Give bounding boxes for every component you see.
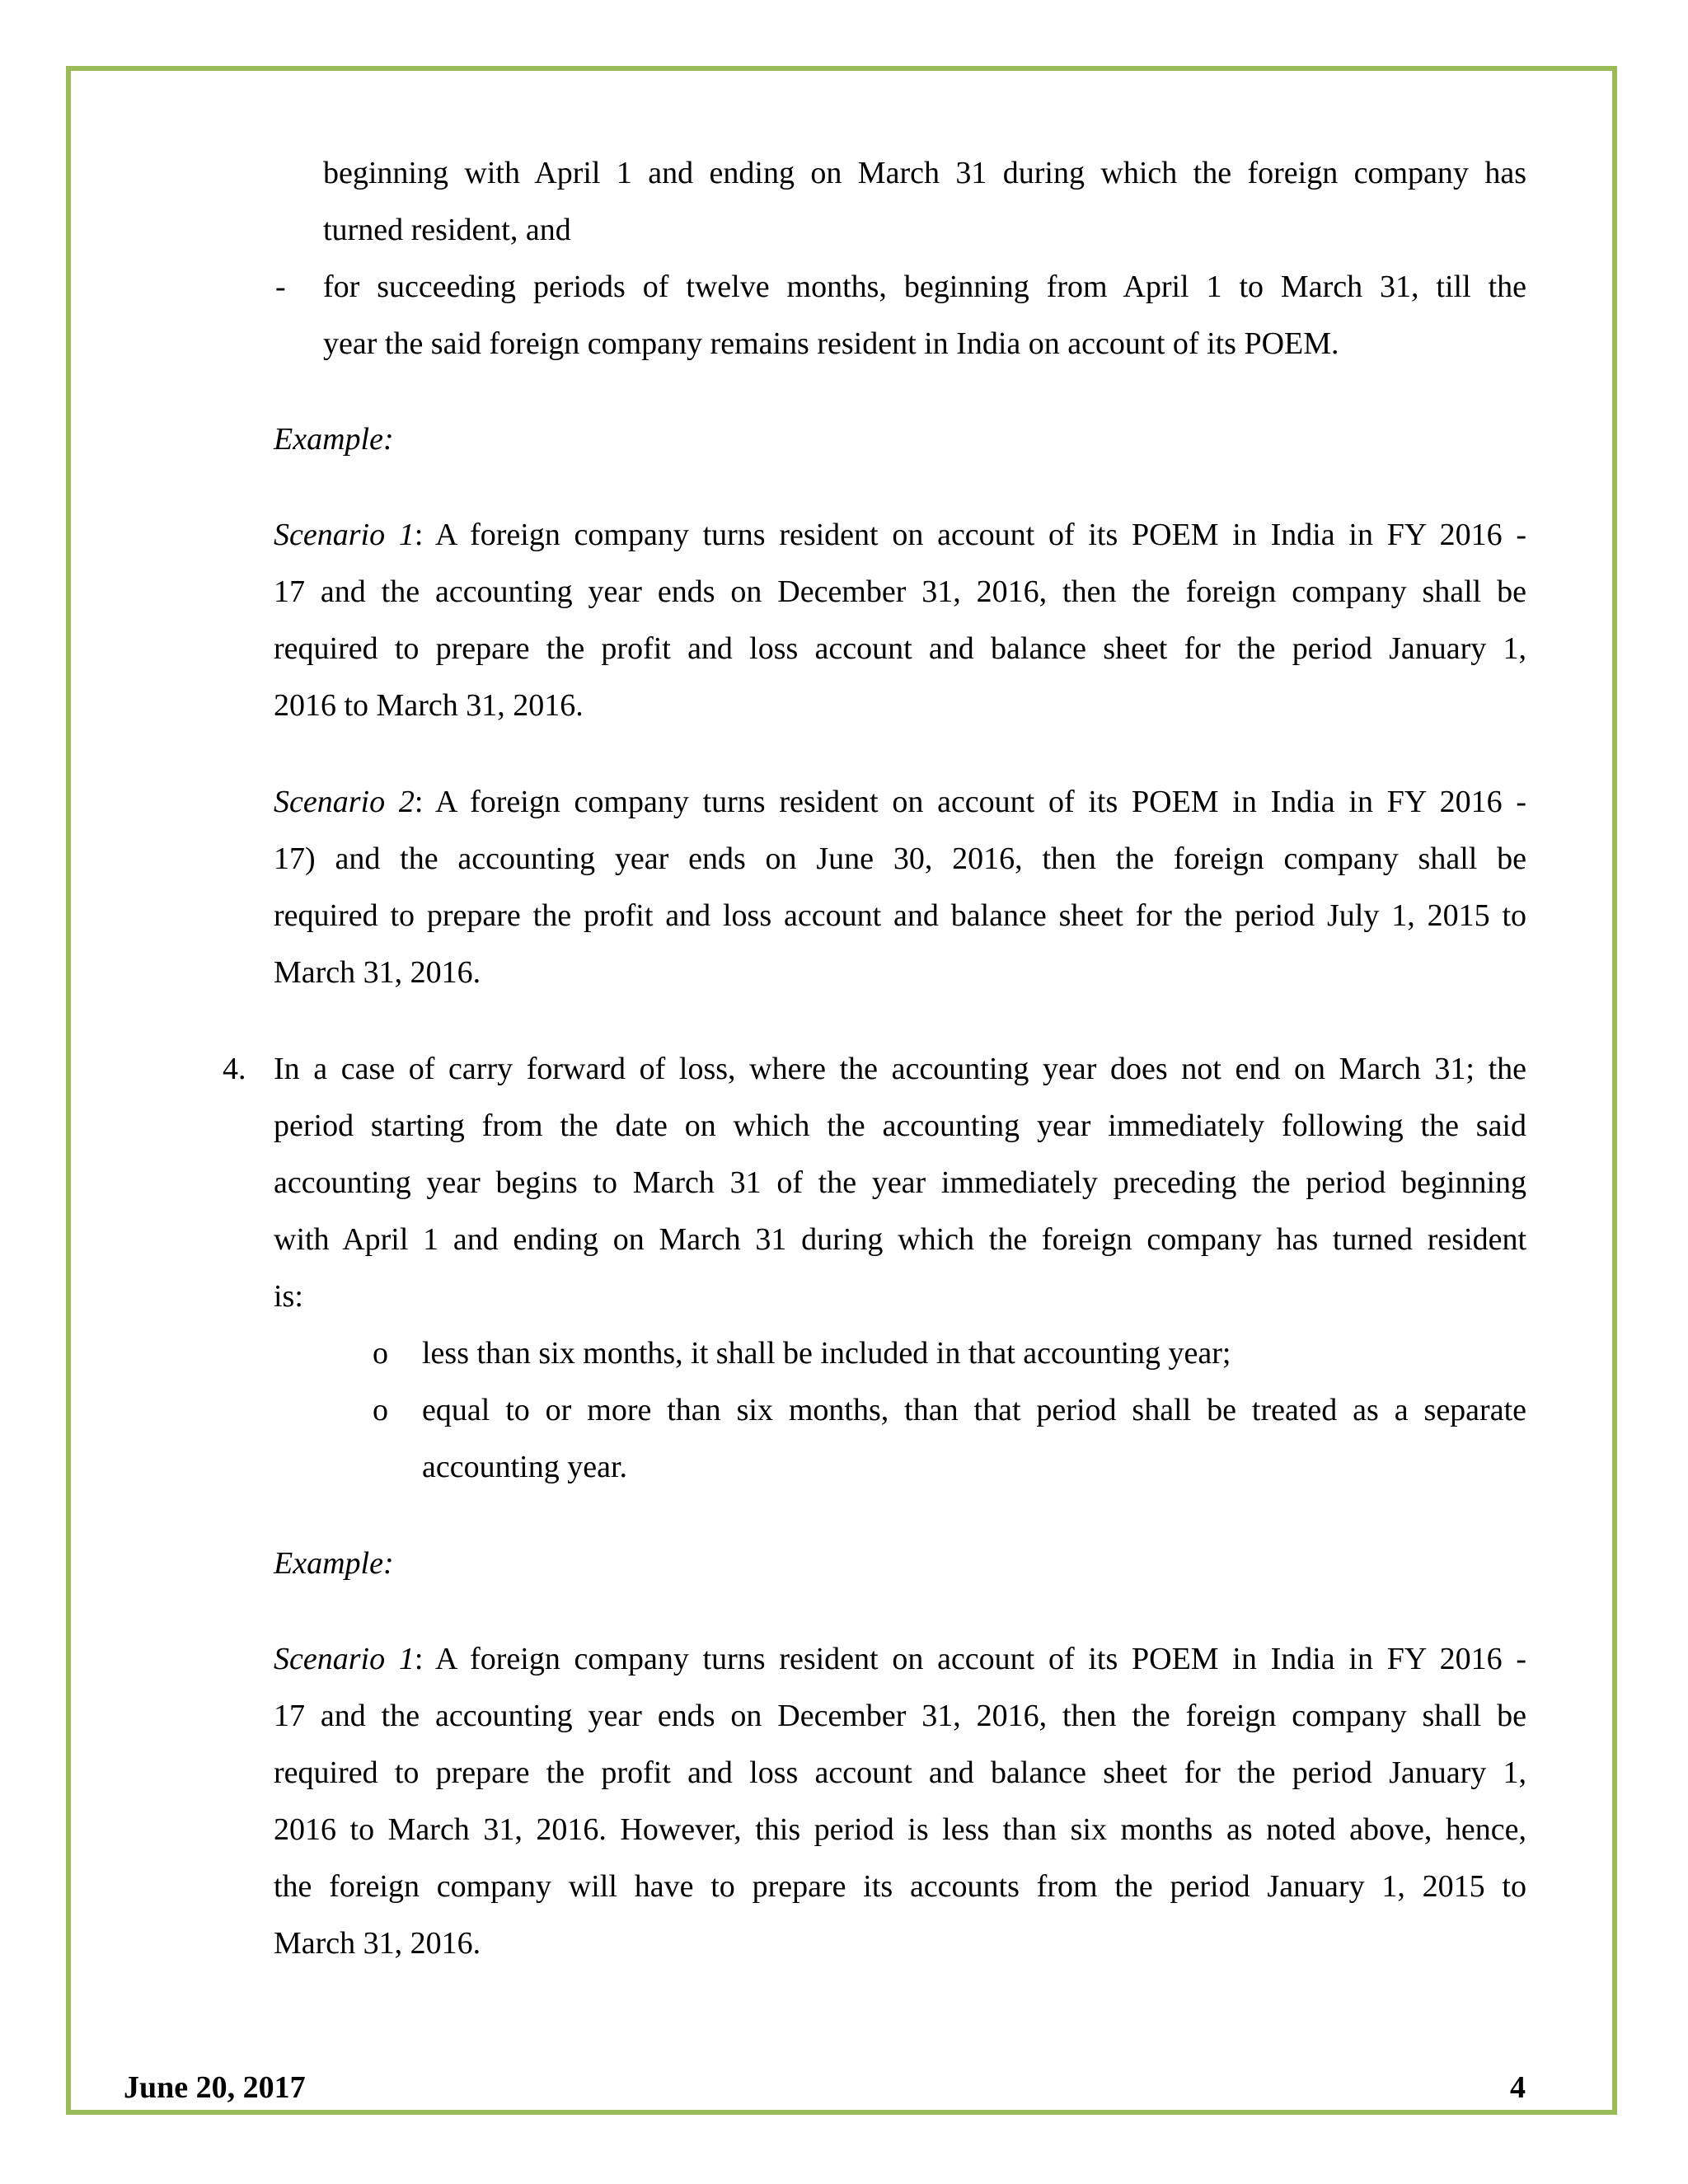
example-heading: Example: — [274, 1546, 394, 1581]
example-2-scenario-1-line-4: 2016 to March 31, 2016. However, this period is less than six months as noted above, hence, — [274, 1812, 1526, 1847]
scenario-2-line-3: required to prepare the profit and loss account and balance sheet for the period July 1, 2015 to — [274, 898, 1526, 933]
scenario-1-label: Scenario 1 — [274, 1642, 415, 1676]
item-4-line-4: with April 1 and ending on March 31 during which the foreign company has turned resident — [274, 1222, 1526, 1257]
example-2-scenario-1-line-2: 17 and the accounting year ends on December 31, 2016, then the foreign company shall be — [274, 1699, 1526, 1733]
footer-date: June 20, 2017 — [124, 2070, 306, 2105]
sub-bullet-marker: o — [373, 1336, 388, 1371]
example-2-scenario-1-line-3: required to prepare the profit and loss account and balance sheet for the period January 1, — [274, 1755, 1526, 1790]
intro-line-1: beginning with April 1 and ending on March 31 during which the foreign company has — [323, 156, 1526, 190]
example-2-scenario-1-line-6: March 31, 2016. — [274, 1926, 481, 1961]
scenario-1-label: Scenario 1 — [274, 518, 415, 552]
item-4-line-5: is: — [274, 1279, 303, 1314]
scenario-1-line-3: required to prepare the profit and loss account and balance sheet for the period January 1, — [274, 631, 1526, 666]
page-number: 4 — [1510, 2070, 1526, 2105]
dash-bullet: - — [275, 269, 286, 304]
item-4-line-1: In a case of carry forward of loss, where the accounting year does not end on March 31; the — [274, 1052, 1526, 1086]
example-2-scenario-1-line-1 — [274, 1640, 1526, 1678]
example-2-scenario-1-line-5: the foreign company will have to prepare its accounts from the period January 1, 2015 to — [274, 1869, 1526, 1904]
dash-item-line-2: year the said foreign company remains resident in India on account of its POEM. — [323, 326, 1339, 361]
scenario-2-line-2: 17) and the accounting year ends on June 30, 2016, then the foreign company shall be — [274, 841, 1526, 876]
sub-bullet-2-line-1: equal to or more than six months, than that period shall be treated as a separate — [422, 1393, 1526, 1427]
scenario-2-line-1 — [274, 783, 1526, 821]
scenario-1-text: : A foreign company turns resident on account of its POEM in India in FY 2016 - — [414, 518, 1526, 552]
item-4-number: 4. — [223, 1052, 246, 1086]
scenario-1-text: : A foreign company turns resident on account of its POEM in India in FY 2016 - — [414, 1642, 1526, 1676]
scenario-1-line-2: 17 and the accounting year ends on December 31, 2016, then the foreign company shall be — [274, 574, 1526, 609]
item-4-line-3: accounting year begins to March 31 of the year immediately preceding the period beginning — [274, 1165, 1526, 1200]
sub-bullet-1-line-1: less than six months, it shall be included in that accounting year; — [422, 1336, 1231, 1371]
dash-item-line-1: for succeeding periods of twelve months, beginning from April 1 to March 31, till the — [323, 269, 1526, 304]
scenario-2-label: Scenario 2 — [274, 785, 415, 819]
scenario-2-text: : A foreign company turns resident on account of its POEM in India in FY 2016 - — [414, 785, 1526, 819]
intro-line-2: turned resident, and — [323, 213, 571, 247]
scenario-1-line-4: 2016 to March 31, 2016. — [274, 688, 584, 723]
scenario-1-line-1 — [274, 516, 1526, 554]
item-4-line-2: period starting from the date on which the accounting year immediately following the said — [274, 1108, 1526, 1143]
scenario-2-line-4: March 31, 2016. — [274, 955, 481, 990]
sub-bullet-2-line-2: accounting year. — [422, 1450, 628, 1484]
sub-bullet-marker: o — [373, 1393, 388, 1427]
example-heading: Example: — [274, 422, 394, 457]
